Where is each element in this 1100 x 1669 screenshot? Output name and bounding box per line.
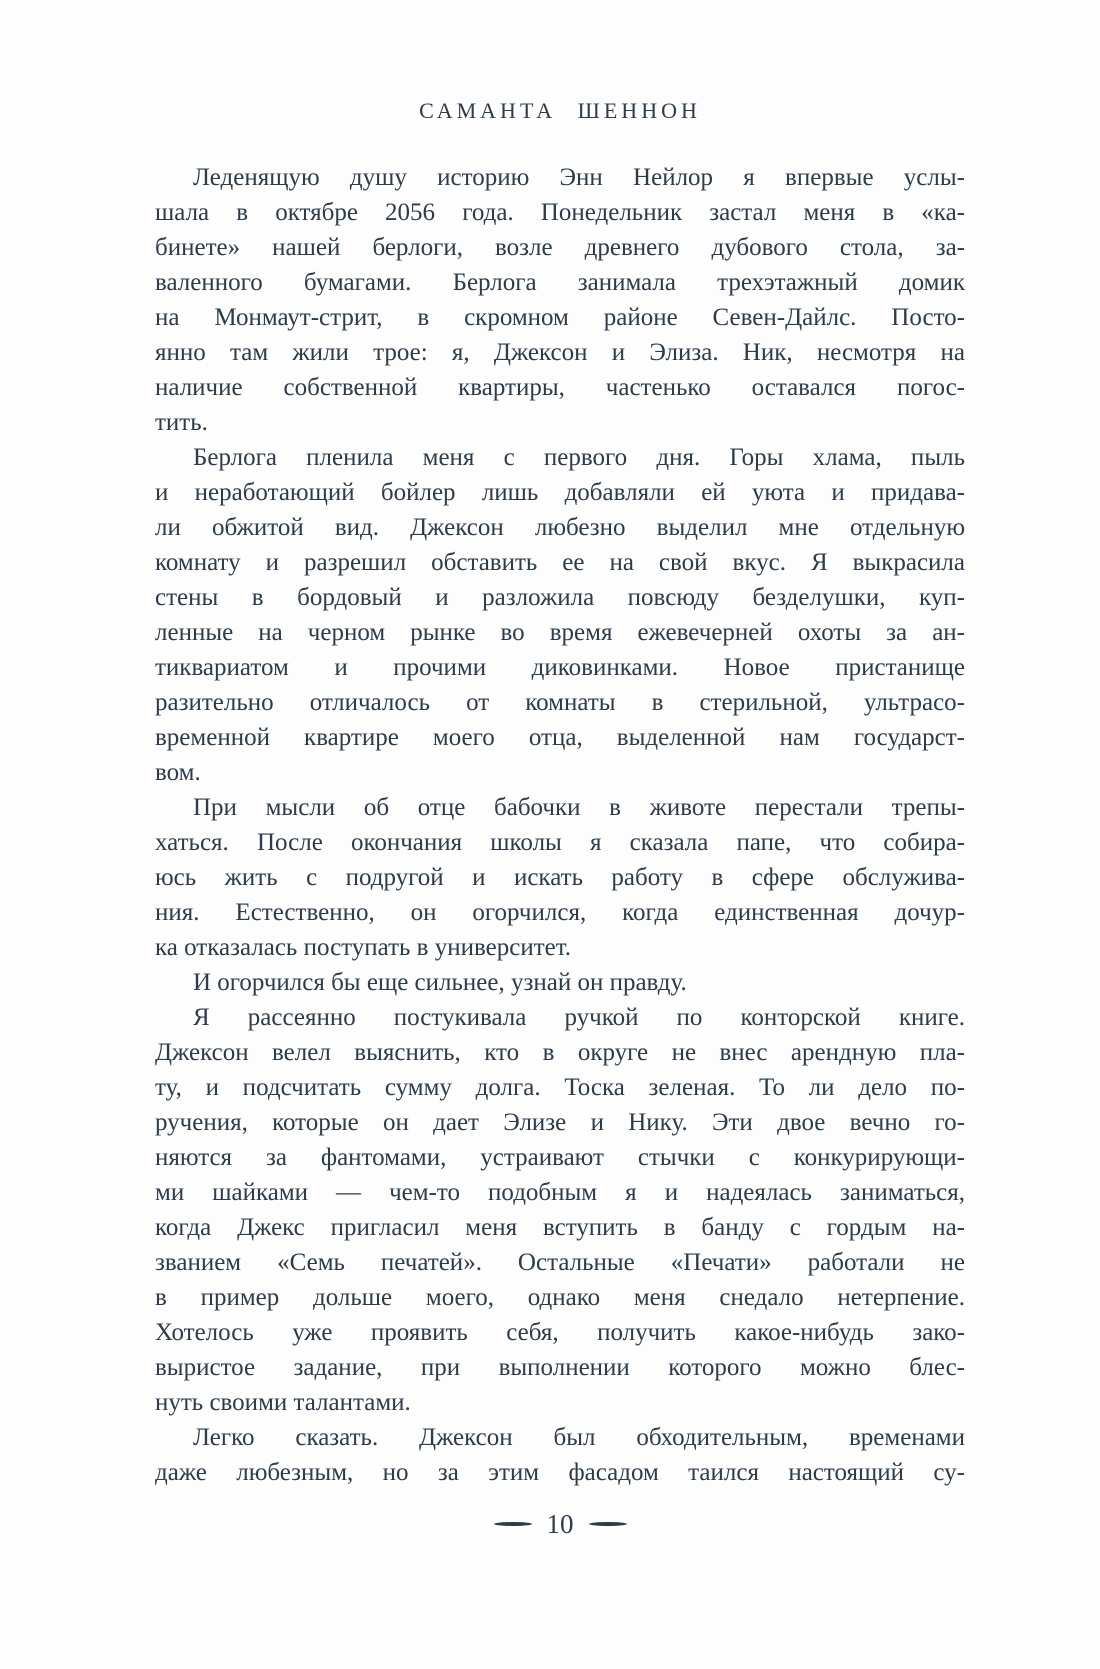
ornament-dash-right-icon: [589, 1522, 627, 1526]
page-footer: [155, 1506, 965, 1542]
text-line: ка отказалась поступать в университет.: [155, 934, 572, 961]
text-line: ручения, которые он дает Элизе и Нику. Эти двое вечно го-: [155, 1109, 965, 1136]
text-line: наличие собственной квартиры, частенько оставался погос-: [155, 374, 965, 401]
paragraph: [155, 1420, 965, 1490]
text-line: бинете» нашей берлоги, возле древнего дубового стола, за-: [155, 234, 965, 261]
paragraph: [155, 790, 965, 965]
paragraph: [155, 440, 965, 790]
text-line: нуть своими талантами.: [155, 1389, 411, 1416]
text-line: временной квартире моего отца, выделенной нам государст-: [155, 724, 965, 751]
text-line: комнату и разрешил обставить ее на свой вкус. Я выкрасила: [155, 549, 965, 576]
text-line: выристое задание, при выполнении которого можно блес-: [155, 1354, 965, 1381]
text-line: При мысли об отце бабочки в животе перестали трепы-: [193, 794, 965, 821]
text-line: Легко сказать. Джексон был обходительным, временами: [193, 1424, 965, 1451]
text-line: Джексон велел выяснить, кто в округе не внес арендную пла-: [155, 1039, 965, 1066]
text-line: даже любезным, но за этим фасадом таился настоящий су-: [155, 1459, 965, 1486]
text-line: ми шайками — чем-то подобным я и надеялась заниматься,: [155, 1179, 965, 1206]
text-line: шала в октябре 2056 года. Понедельник застал меня в «ка-: [155, 199, 965, 226]
text-block: [155, 160, 965, 1490]
text-line: стены в бордовый и разложила повсюду безделушки, куп-: [155, 584, 965, 611]
text-line: ленные на черном рынке во время ежевечерней охоты за ан-: [155, 619, 965, 646]
text-line: ли обжитой вид. Джексон любезно выделил мне отдельную: [155, 514, 965, 541]
text-line: тить.: [155, 409, 208, 436]
text-line: И огорчился бы еще сильнее, узнай он правду.: [193, 969, 687, 996]
text-line: званием «Семь печатей». Остальные «Печати» работали не: [155, 1249, 965, 1276]
text-line: Я рассеянно постукивала ручкой по конторской книге.: [193, 1004, 965, 1031]
paragraph: [155, 965, 965, 1000]
text-line: няются за фантомами, устраивают стычки с конкурирующи-: [155, 1144, 965, 1171]
text-line: ту, и подсчитать сумму долга. Тоска зеленая. То ли дело по-: [155, 1074, 965, 1101]
text-line: Леденящую душу историю Энн Нейлор я впервые услы-: [193, 164, 965, 191]
text-line: разительно отличалось от комнаты в стерильной, ультрасо-: [155, 689, 965, 716]
text-line: когда Джекс пригласил меня вступить в банду с гордым на-: [155, 1214, 965, 1241]
text-line: юсь жить с подругой и искать работу в сфере обслужива-: [155, 864, 965, 891]
paragraph: [155, 160, 965, 440]
text-line: вом.: [155, 759, 201, 786]
text-line: в пример дольше моего, однако меня снедало нетерпение.: [155, 1284, 965, 1311]
text-line: валенного бумагами. Берлога занимала трехэтажный домик: [155, 269, 965, 296]
text-line: Хотелось уже проявить себя, получить какое-нибудь зако-: [155, 1319, 965, 1346]
text-line: на Монмаут-стрит, в скромном районе Севен-Дайлс. Посто-: [155, 304, 965, 331]
page-number: 10: [546, 1509, 574, 1539]
text-line: ния. Естественно, он огорчился, когда единственная дочур-: [155, 899, 965, 926]
paragraph: [155, 1000, 965, 1420]
text-line: хаться. После окончания школы я сказала папе, что собира-: [155, 829, 965, 856]
ornament-dash-left-icon: [494, 1522, 532, 1526]
text-line: Берлога пленила меня с первого дня. Горы хлама, пыль: [193, 444, 965, 471]
text-line: янно там жили трое: я, Джексон и Элиза. Ник, несмотря на: [155, 339, 965, 366]
running-head-author: САМАНТА ШЕННОН: [419, 98, 701, 123]
text-line: и неработающий бойлер лишь добавляли ей уюта и придава-: [155, 479, 965, 506]
text-line: тиквариатом и прочими диковинками. Новое пристанище: [155, 654, 965, 681]
